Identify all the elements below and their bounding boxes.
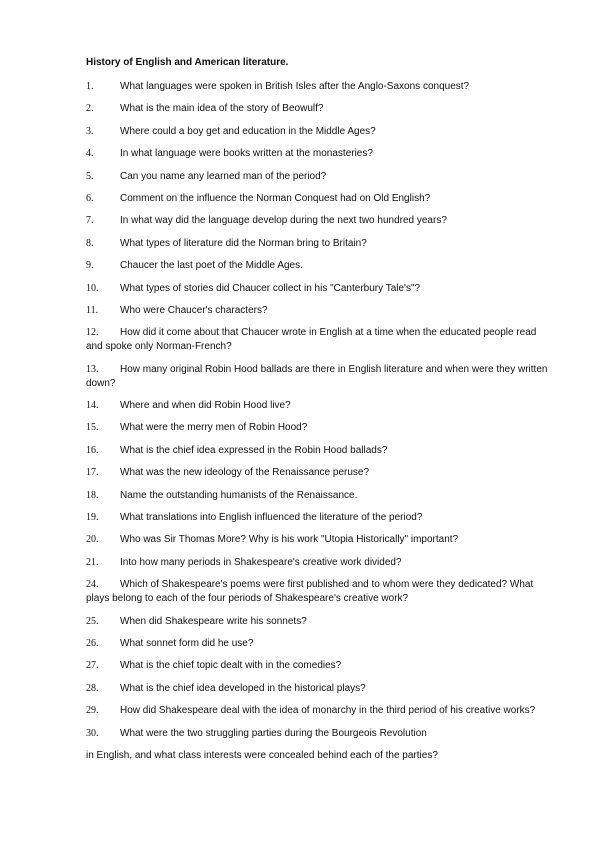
question-number: 27. [86,660,99,672]
question-item [86,399,550,413]
question-item [86,259,550,273]
question-item [86,637,550,651]
question-number: 28. [86,682,99,694]
question-number: 26. [86,637,99,649]
question-number: 17. [86,467,99,479]
question-number: 4. [86,148,94,160]
question-text: In what language were books written at the monasteries? [120,148,373,160]
question-text: Into how many periods in Shakespeare's creative work divided? [120,556,402,568]
question-list [86,80,550,741]
question-number: 3. [86,125,94,137]
question-text: Chaucer the last poet of the Middle Ages. [120,260,303,272]
question-number: 30. [86,727,99,739]
question-item [86,102,550,116]
question-number: 24. [86,579,99,591]
question-text: In what way did the language develop during the next two hundred years? [120,215,447,227]
question-text: Can you name any learned man of the period? [120,170,327,182]
question-number: 10. [86,282,99,294]
question-item [86,192,550,206]
question-item [86,363,550,391]
question-text: What types of stories did Chaucer collect in his "Canterbury Tale's"? [120,282,421,294]
document-body [86,57,550,763]
question-text: What were the two struggling parties during the Bourgeois Revolution [120,727,427,739]
question-item [86,511,550,525]
question-number: 21. [86,556,99,568]
question-text: Which of Shakespeare's poems were first published and to whom were they dedicated? What plays belong to each of the four periods of Shakespeare's creative work? [86,579,534,605]
question-text: What types of literature did the Norman bring to Britain? [120,237,367,249]
question-text: How many original Robin Hood ballads are there in English literature and when were they written down? [86,363,548,389]
question-number: 12. [86,327,99,339]
question-item [86,421,550,435]
question-item [86,214,550,228]
question-number: 11. [86,304,99,316]
question-number: 9. [86,260,94,272]
question-number: 6. [86,192,94,204]
question-text: When did Shakespeare write his sonnets? [120,615,307,627]
question-item [86,659,550,673]
question-item [86,704,550,718]
question-text: Name the outstanding humanists of the Renaissance. [120,489,358,501]
question-text: What is the chief idea expressed in the Robin Hood ballads? [120,444,388,456]
question-item [86,326,550,354]
question-30-continuation: in English, and what class interests were concealed behind each of the parties? [86,749,438,761]
question-item [86,304,550,318]
question-number: 2. [86,103,94,115]
question-text: Comment on the influence the Norman Conquest had on Old English? [120,192,431,204]
question-text: How did it come about that Chaucer wrote in English at a time when the educated people read and spoke only Norman-French? [86,327,537,353]
question-number: 5. [86,170,94,182]
question-item [86,147,550,161]
question-number: 20. [86,534,99,546]
question-text: What was the new ideology of the Renaissance peruse? [120,467,370,479]
question-item [86,727,550,741]
question-number: 15. [86,422,99,434]
question-number: 1. [86,81,94,92]
question-number: 7. [86,215,94,227]
question-text: What is the chief idea developed in the historical plays? [120,682,366,694]
question-text: What is the chief topic dealt with in the comedies? [120,660,342,672]
question-item [86,444,550,458]
question-item [86,466,550,480]
question-text: What is the main idea of the story of Beowulf? [120,103,324,115]
question-item [86,578,550,606]
question-number: 14. [86,400,99,412]
question-number: 8. [86,237,94,249]
question-number: 19. [86,512,99,524]
question-item [86,489,550,503]
question-item [86,125,550,139]
question-item [86,237,550,251]
question-item [86,80,550,94]
question-text: What were the merry men of Robin Hood? [120,422,308,434]
question-text: Where could a boy get and education in the Middle Ages? [120,125,376,137]
question-number: 18. [86,489,99,501]
document-title: History of English and American literature. [86,57,289,68]
question-text: Who was Sir Thomas More? Why is his work "Utopia Historically" important? [120,534,459,546]
question-text: Where and when did Robin Hood live? [120,400,291,412]
question-item [86,682,550,696]
question-number: 13. [86,363,99,375]
question-item [86,282,550,296]
question-item [86,615,550,629]
question-number: 16. [86,444,99,456]
question-text: What translations into English influenced the literature of the period? [120,512,423,524]
question-item [86,533,550,547]
question-item [86,170,550,184]
question-number: 25. [86,615,99,627]
question-number: 29. [86,705,99,717]
question-item [86,556,550,570]
question-text: What sonnet form did he use? [120,637,254,649]
question-text: Who were Chaucer's characters? [120,304,268,316]
question-text: What languages were spoken in British Isles after the Anglo-Saxons conquest? [120,81,470,92]
question-text: How did Shakespeare deal with the idea of monarchy in the third period of his creative works? [120,705,536,717]
